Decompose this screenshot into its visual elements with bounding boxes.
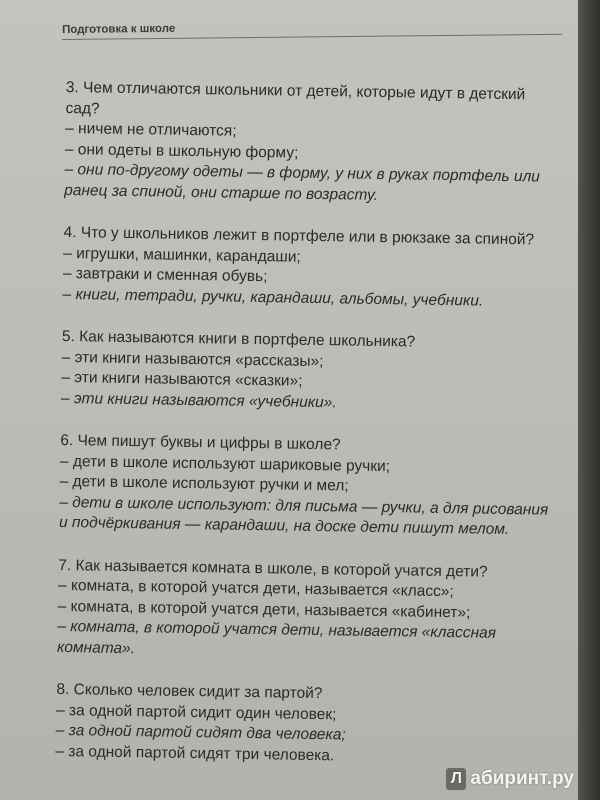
question-text: 7. Как называется комната в школе, в которой учатся дети? <box>58 556 488 581</box>
question-text: 5. Как называются книги в портфеле школьника? <box>61 327 416 351</box>
answer-option: – ничем не отличаются; <box>65 119 237 140</box>
question-block <box>59 431 551 541</box>
question-text: 4. Что у школьников лежит в портфеле или в рюкзаке за спиной? <box>63 223 535 249</box>
question-list <box>55 78 556 792</box>
answer-option: – игрушки, машинки, карандаши; <box>63 244 301 266</box>
answer-option-correct: – они по-другому одеты — в форму, у них в руках портфель или ранец за спиной, они старше по возрасту. <box>64 160 541 204</box>
answer-option: – они одеты в школьную форму; <box>64 140 299 162</box>
answer-option: – дети в школе используют шариковые ручки; <box>59 452 391 475</box>
answer-option: – эти книги называются «сказки»; <box>61 368 303 390</box>
answer-option-correct: – эти книги называются «учебники». <box>60 389 337 411</box>
answer-option: – эти книги называются «рассказы»; <box>61 348 324 370</box>
watermark <box>446 768 574 790</box>
answer-option: – комната, в которой учатся дети, называется «класс»; <box>57 576 454 601</box>
watermark-text: абиринт.ру <box>470 768 574 789</box>
page-edge-shadow <box>578 0 600 800</box>
answer-option-correct: – за одной партой сидят два человека; <box>55 721 346 744</box>
answer-option: – за одной партой сидит один человек; <box>55 701 337 723</box>
answer-option-correct: – комната, в которой учатся дети, называется «классная комната». <box>56 617 497 657</box>
answer-option: – завтраки и сменная обувь; <box>62 264 268 286</box>
question-block <box>62 223 553 313</box>
question-text: 3. Чем отличаются школьники от детей, которые идут в детский сад? <box>65 78 526 118</box>
answer-option-correct: – дети в школе используют: для письма — ручки, а для рисования и подчёркивания — карандаши, на доске дети пишут мелом. <box>58 493 549 539</box>
question-block <box>64 78 556 209</box>
question-block <box>61 327 552 417</box>
answer-option: – за одной партой сидят три человека. <box>55 742 335 764</box>
answer-option: – комната, в которой учатся дети, называется «кабинет»; <box>57 597 471 621</box>
question-block <box>57 555 549 665</box>
question-text: 6. Чем пишут буквы и цифры в школе? <box>60 431 341 454</box>
question-text: 8. Сколько человек сидит за партой? <box>56 680 323 703</box>
answer-option: – дети в школе используют ручки и мел; <box>59 472 349 495</box>
running-head: Подготовка к школе <box>62 19 562 40</box>
watermark-logo-icon: Л <box>446 768 466 790</box>
answer-option-correct: – книги, тетради, ручки, карандаши, альбомы, учебники. <box>62 285 484 310</box>
question-block <box>55 680 546 770</box>
